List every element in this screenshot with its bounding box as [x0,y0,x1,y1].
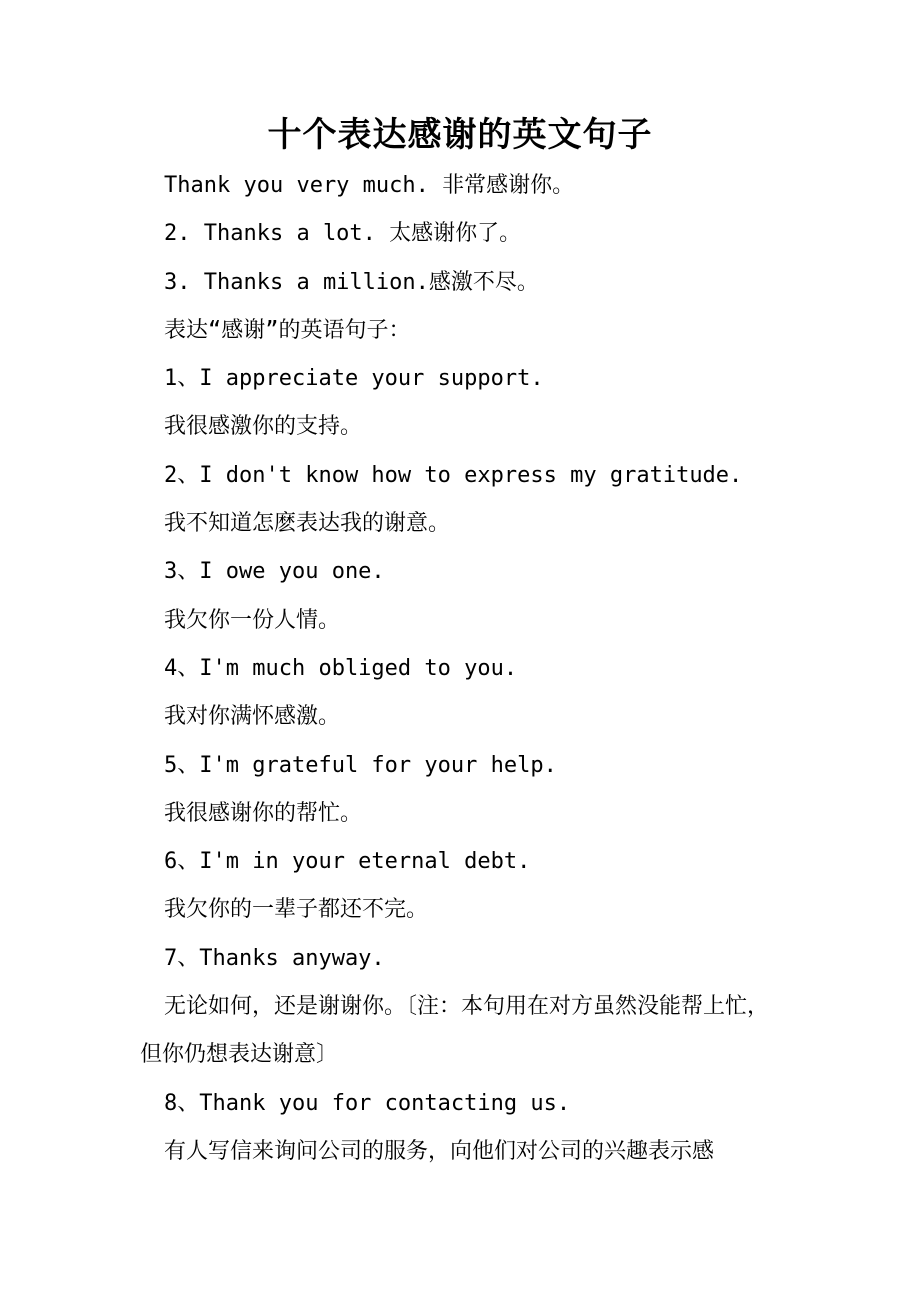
sentence-5-english: 5、I'm grateful for your help. [164,752,557,778]
sentence-3-english: 3、I owe you one. [164,559,385,585]
sentence-8-english: 8、Thank you for contacting us. [164,1090,571,1116]
paragraph-3: 3. Thanks a million.感激不尽。 [164,269,539,295]
sentence-4-english: 4、I'm much obliged to you. [164,655,518,681]
sentence-7-chinese: 无论如何，还是谢谢你。〔注：本句用在对方虽然没能帮上忙，但你仍想表达谢意〕 [140,994,770,1068]
paragraph-2: 2. Thanks a lot. 太感谢你了。 [164,221,522,247]
sentence-4-chinese: 我对你满怀感激。 [164,704,341,730]
sentence-1-english: 1、I appreciate your support. [164,366,544,392]
sentence-2-chinese: 我不知道怎麽表达我的谢意。 [164,511,451,537]
document-title: 十个表达感谢的英文句子 [267,115,653,155]
sentence-5-chinese: 我很感谢你的帮忙。 [164,800,363,826]
sentence-7-english: 7、Thanks anyway. [164,945,385,971]
paragraph-1: Thank you very much. 非常感谢你。 [164,173,575,198]
sentence-2-english: 2、I don't know how to express my gratitude. [164,462,743,488]
sentence-3-chinese: 我欠你一份人情。 [164,607,341,633]
sentence-6-chinese: 我欠你的一辈子都还不完。 [164,897,429,923]
section-heading: 表达“感谢”的英语句子： [164,317,411,343]
sentence-1-chinese: 我很感激你的支持。 [164,414,363,440]
sentence-6-english: 6、I'm in your eternal debt. [164,849,531,875]
sentence-8-chinese: 有人写信来询问公司的服务，向他们对公司的兴趣表示感 [164,1138,715,1164]
document-body [140,162,790,1176]
